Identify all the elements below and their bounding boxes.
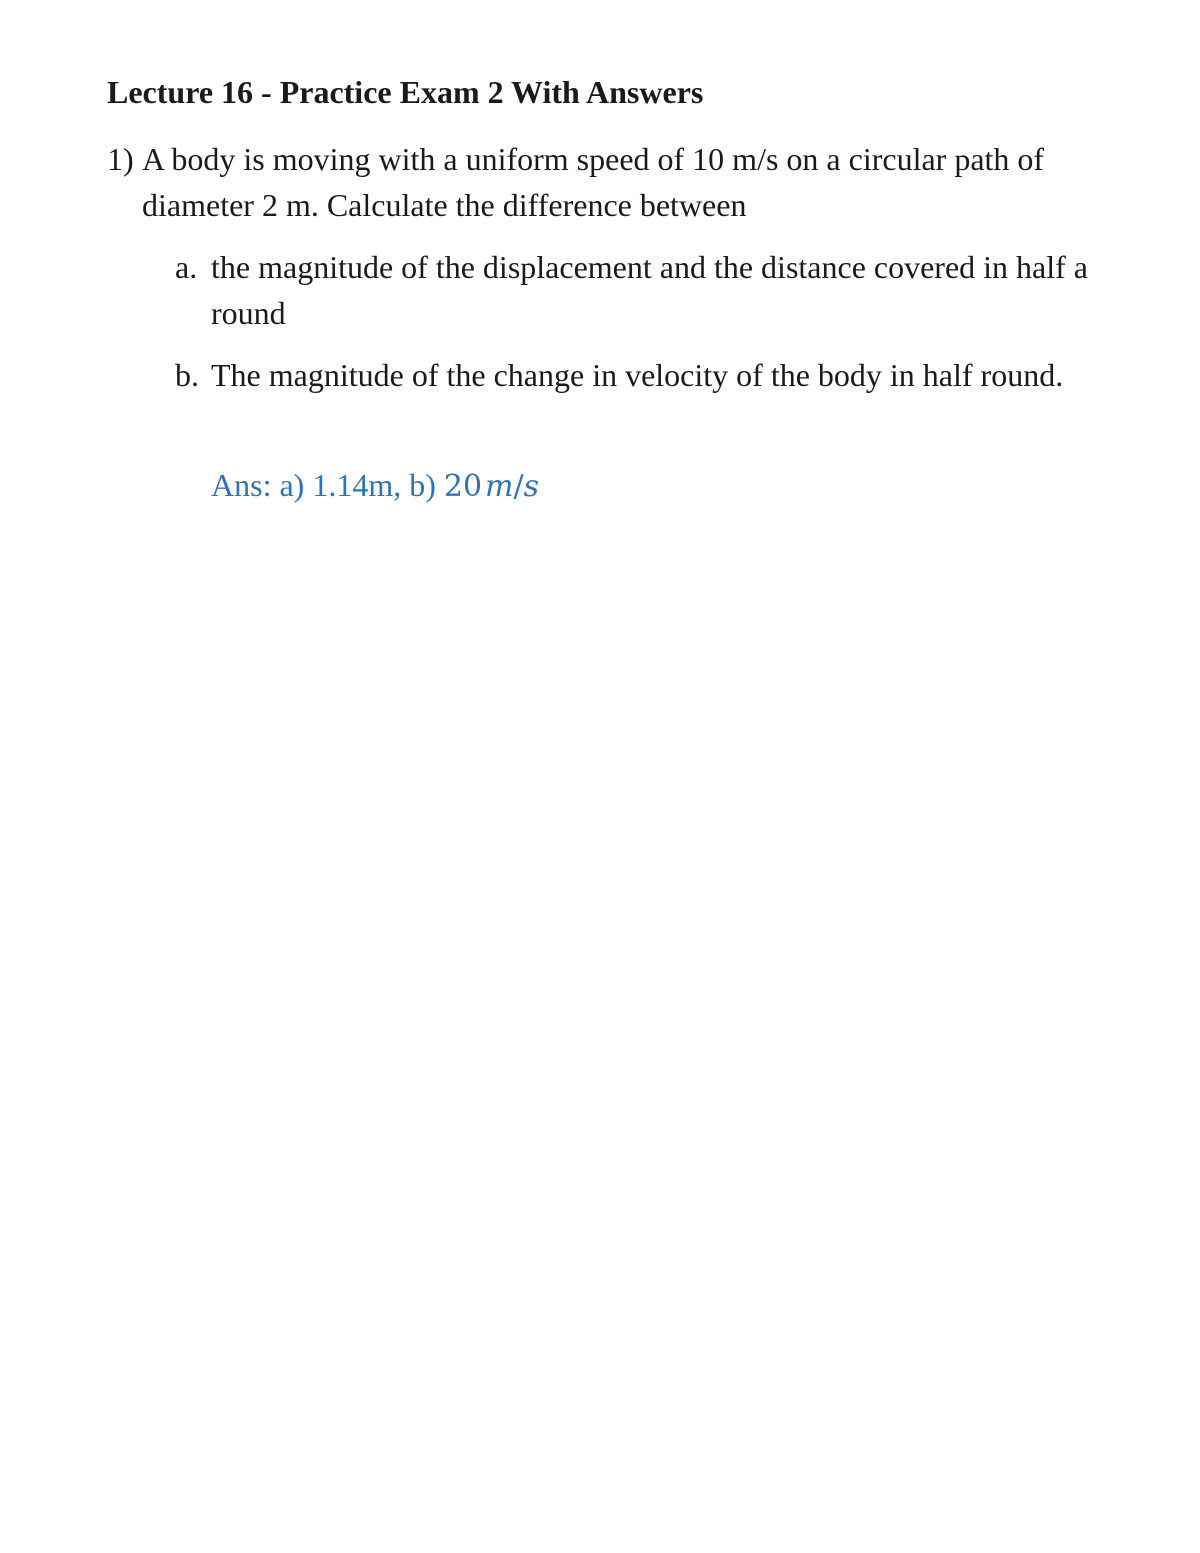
answer-math-value: 20	[443, 469, 483, 504]
answer-math	[444, 469, 539, 504]
part-b-label: b.	[175, 357, 199, 393]
answer-line	[211, 462, 539, 510]
answer-math-unit-s: s	[523, 469, 540, 504]
answer-prefix: Ans: a) 1.14m, b)	[211, 467, 444, 503]
question-1	[107, 136, 1117, 228]
part-a-text: the magnitude of the displacement and the distance covered in half a round	[211, 249, 1088, 331]
question-part-b	[175, 352, 1120, 398]
part-a-label: a.	[175, 249, 198, 285]
question-part-a	[175, 244, 1120, 336]
question-number: 1)	[107, 141, 134, 177]
answer-math-unit-m: m	[485, 469, 514, 504]
question-text: A body is moving with a uniform speed of 10 m/s on a circular path of diameter 2 m. Calculate the difference between	[142, 141, 1045, 223]
page-title: Lecture 16 - Practice Exam 2 With Answers	[107, 74, 704, 110]
answer-math-slash: /	[513, 469, 524, 504]
part-b-text: The magnitude of the change in velocity of the body in half round.	[211, 357, 1064, 393]
